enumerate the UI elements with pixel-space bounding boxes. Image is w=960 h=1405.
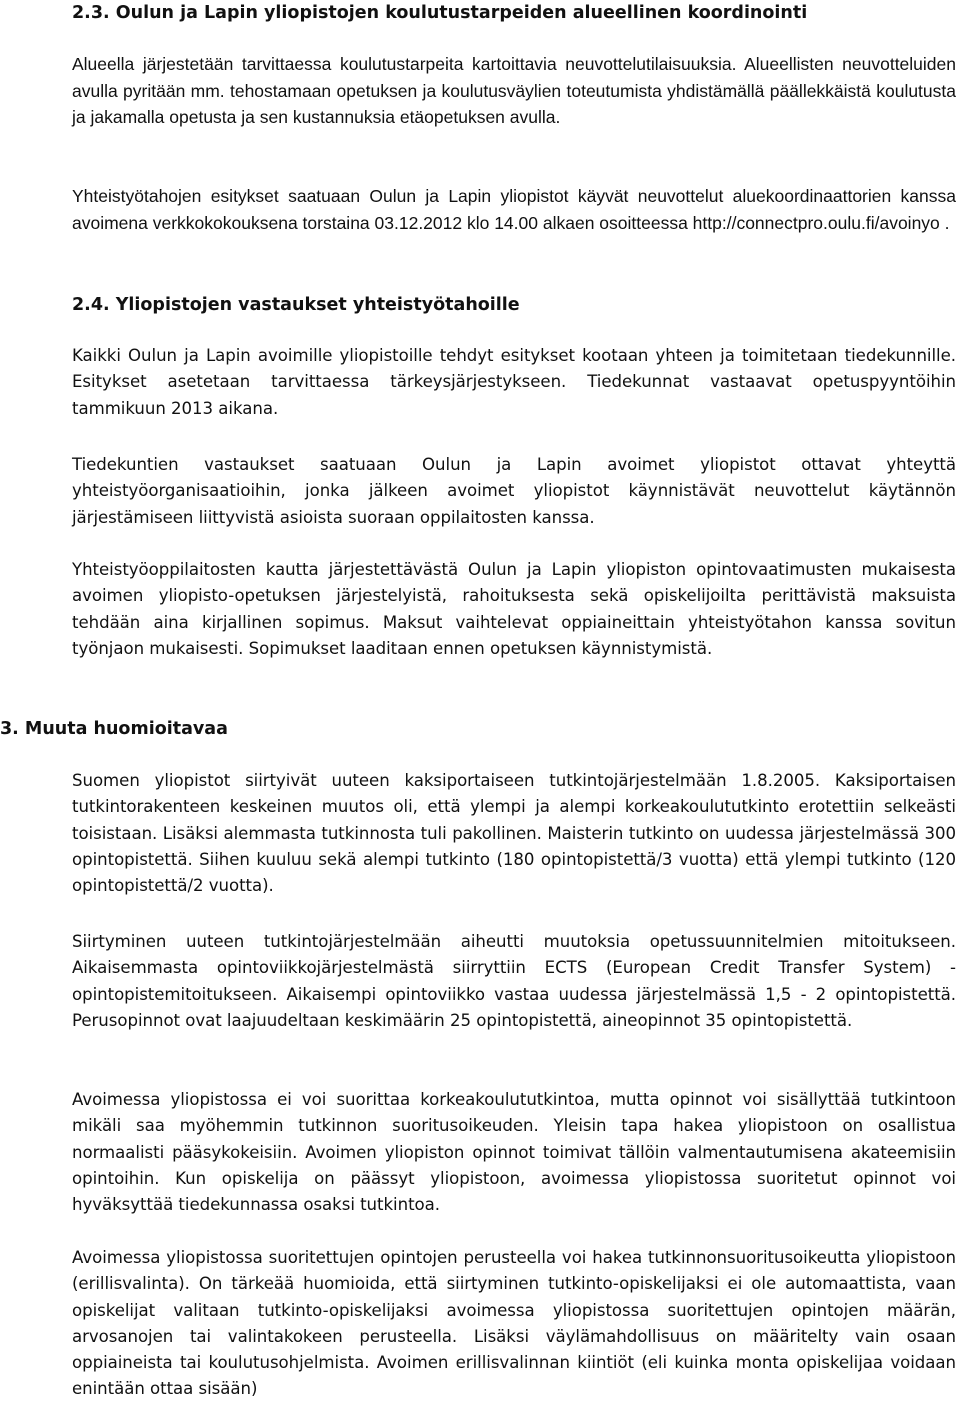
section-2-4-paragraph-2: Tiedekuntien vastaukset saatuaan Oulun ja Lapin avoimet yliopistot ottavat yhteyttä yhteistyöorganisaatioihin, jonka jälkeen avoimet yliopistot käynnistävät neuvottelut käytännön järjestämiseen liittyvistä asioista suoraan oppilaitosten kanssa.	[72, 455, 956, 527]
section-2-4-paragraph-3: Yhteistyöoppilaitosten kautta järjestettävästä Oulun ja Lapin yliopiston opintovaatimusten mukaisesta avoimen yliopisto-opetuksen järjestelyistä, rahoituksesta sekä opiskelijoilta perittävistä maksuista tehdään aina kirjallinen sopimus. Maksut vaihtelevat oppiaineittain yhteistyötahon kanssa sovitun työnjaon mukaisesti. Sopimukset laaditaan ennen opetuksen käynnistymistä.	[72, 560, 956, 658]
section-3-paragraph-1: Suomen yliopistot siirtyivät uuteen kaksiportaiseen tutkintojärjestelmään 1.8.2005. Kaksiportaisen tutkintorakenteen keskeinen muutos oli, että ylempi ja alempi korkeakoulututkinto erotettiin selkeästi toisistaan. Lisäksi alemmasta tutkinnosta tuli pakollinen. Maisterin tutkinto on uudessa järjestelmässä 300 opintopistettä. Siihen kuuluu sekä alempi tutkinto (180 opintopistettä/3 vuotta) että ylempi tutkinto (120 opintopistettä/2 vuotta).	[72, 771, 956, 896]
section-2-4-heading: 2.4. Yliopistojen vastaukset yhteistyötahoille	[72, 295, 520, 315]
section-2-3-paragraph-1: Alueella järjestetään tarvittaessa koulutustarpeita kartoittavia neuvottelutilaisuuksia. Alueellisten neuvotteluiden avulla pyritään mm. tehostamaan opetuksen ja koulutusväylien toteutumista yhdistämällä päällekkäistä koulutusta ja jakamalla opetusta ja sen kustannuksia etäopetuksen avulla.	[72, 54, 956, 127]
section-3-paragraph-4: Avoimessa yliopistossa suoritettujen opintojen perusteella voi hakea tutkinnonsuoritusoikeutta yliopistoon (erillisvalinta). On tärkeää huomioida, että siirtyminen tutkinto-opiskelijaksi ei ole automaattista, vaan opiskelijat valitaan tutkinto-opiskelijaksi avoimessa yliopistossa suoritettujen opintojen määrän, arvosanojen tai valintakokeen perusteella. Lisäksi väylämahdollisuus on määritelty vain osaan oppiaineista tai koulutusohjelmista. Avoimen erillisvalinnan kiintiöt (eli kuinka monta opiskelijaa voidaan enintään ottaa sisään)	[72, 1248, 956, 1399]
section-3-heading: 3. Muuta huomioitavaa	[0, 719, 228, 739]
section-2-3-heading: 2.3. Oulun ja Lapin yliopistojen koulutustarpeiden alueellinen koordinointi	[72, 3, 808, 23]
section-2-4-paragraph-1: Kaikki Oulun ja Lapin avoimille yliopistoille tehdyt esitykset kootaan yhteen ja toimitetaan tiedekunnille. Esitykset asetetaan tarvittaessa tärkeysjärjestykseen. Tiedekunnat vastaavat opetuspyyntöihin tammikuun 2013 aikana.	[72, 346, 956, 418]
section-2-3-paragraph-2: Yhteistyötahojen esitykset saatuaan Oulun ja Lapin yliopistot käyvät neuvottelut aluekoordinaattorien kanssa avoimena verkkokokouksena torstaina 03.12.2012 klo 14.00 alkaen osoitteessa http://connectpro.oulu.fi/avoinyo .	[72, 186, 956, 233]
section-3-paragraph-2: Siirtyminen uuteen tutkintojärjestelmään aiheutti muutoksia opetussuunnitelmien mitoitukseen. Aikaisemmasta opintoviikkojärjestelmästä siirryttiin ECTS (European Credit Transfer System) -opintopistemitoitukseen. Aikaisempi opintoviikko vastaa uudessa järjestelmässä 1,5 - 2 opintopistettä. Perusopinnot ovat laajuudeltaan keskimäärin 25 opintopistettä, aineopinnot 35 opintopistettä.	[72, 932, 956, 1030]
section-3-paragraph-3: Avoimessa yliopistossa ei voi suorittaa korkeakoulututkintoa, mutta opinnot voi sisällyttää tutkintoon mikäli saa myöhemmin tutkinnon suoritusoikeuden. Yleisin tapa hakea yliopistoon on osallistua normaalisti pääsykokeisiin. Avoimen yliopiston opinnot toimivat tällöin valmentautumisena akateemisiin opintoihin. Kun opiskelija on päässyt yliopistoon, avoimessa yliopistossa suoritetut opinnot voi hyväksyttää tiedekunnassa osaksi tutkintoa.	[72, 1090, 956, 1215]
